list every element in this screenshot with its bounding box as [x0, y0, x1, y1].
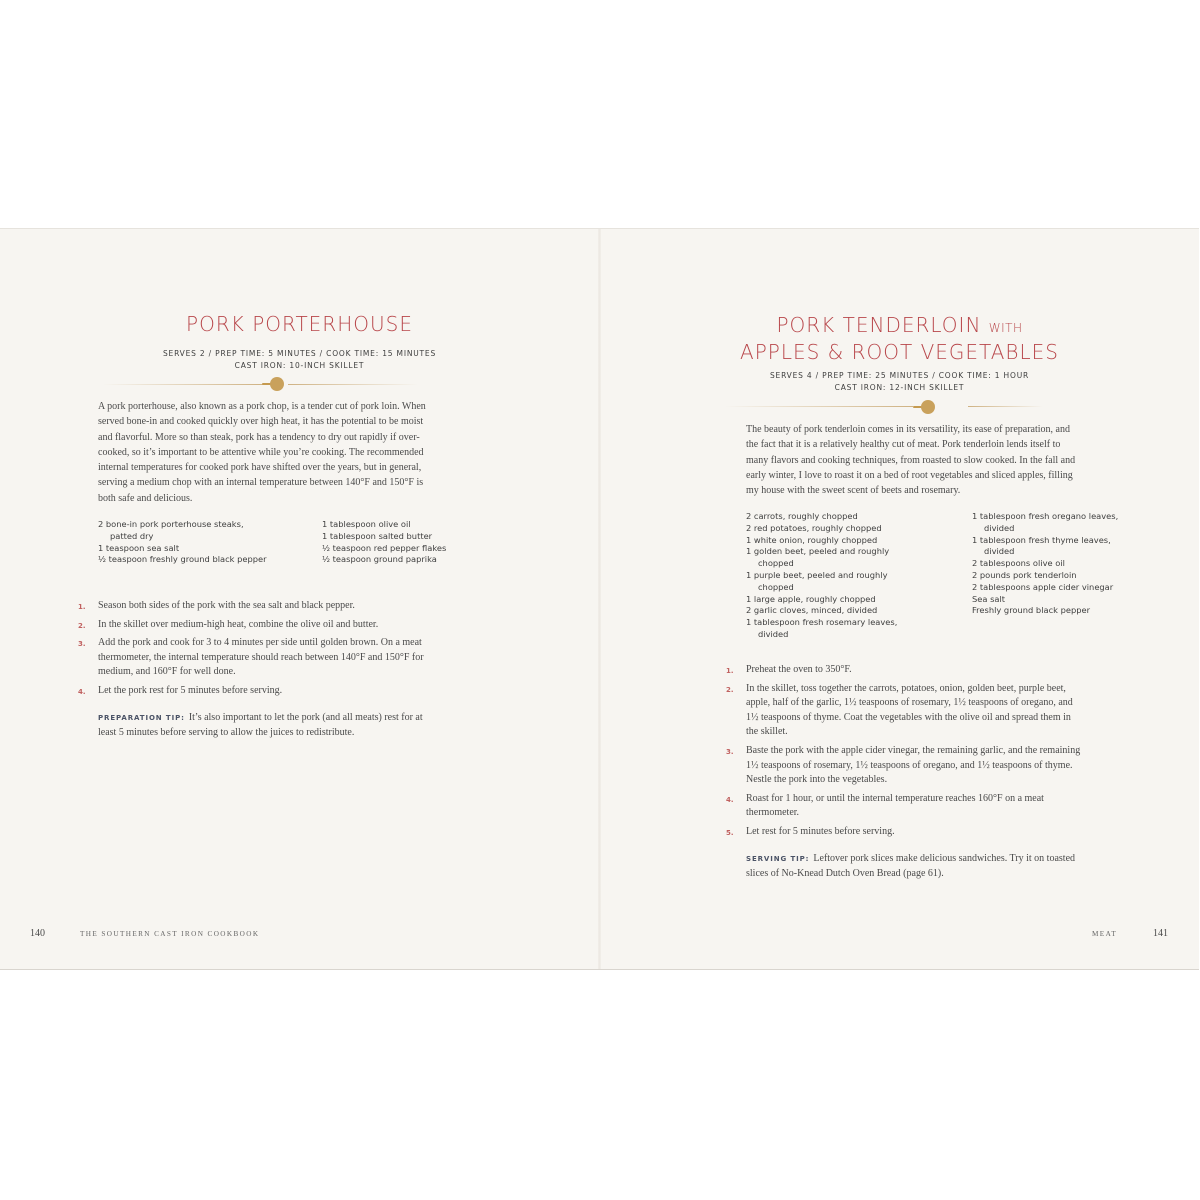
step-number: 2.: [726, 685, 734, 694]
intro-line: many flavors and cooking techniques, from roasted to slow cooked. In the fall and: [746, 454, 1076, 466]
step-text: 1½ teaspoons of rosemary, 1½ teaspoons of oregano, and 1½ teaspoons of thyme.: [746, 759, 1073, 771]
page-number: 141: [1153, 928, 1168, 939]
recipe-meta-line: CAST IRON: 12-INCH SKILLET: [834, 383, 965, 392]
step-text: thermometer.: [746, 807, 800, 819]
recipe-meta-line: SERVES 4 / PREP TIME: 25 MINUTES / COOK TIME: 1 HOUR: [769, 371, 1030, 380]
ingredient-item: 1 tablespoon salted butter: [322, 530, 433, 541]
ingredient-item: 2 garlic cloves, minced, divided: [746, 605, 878, 616]
ingredient-item: 1 large apple, roughly chopped: [746, 593, 876, 604]
skillet-icon: [913, 400, 935, 414]
intro-line: A pork porterhouse, also known as a pork chop, is a tender cut of pork loin. When: [98, 401, 426, 412]
intro-line: and flavorful. More so than steak, pork has a tendency to dry out rapidly if over-: [98, 431, 420, 443]
ingredient-item: 2 pounds pork tenderloin: [972, 569, 1077, 580]
ingredient-item: 1 tablespoon fresh rosemary leaves, divided: [746, 617, 898, 639]
running-head: MEAT: [1092, 930, 1118, 938]
divider-rule: [968, 406, 1043, 407]
recipe-intro: [98, 399, 488, 506]
ingredient-item: ½ teaspoon freshly ground black pepper: [98, 554, 267, 565]
step-text: thermometer, the internal temperature should reach between 140°F and 150°F for: [98, 651, 424, 663]
step-text: Let rest for 5 minutes before serving.: [746, 825, 895, 837]
ingredient-item: 1 golden beet, peeled and roughly chopped: [746, 546, 890, 569]
step-text: Baste the pork with the apple cider vinegar, the remaining garlic, and the remaining: [746, 744, 1081, 756]
ingredient-item: ½ teaspoon red pepper flakes: [322, 542, 447, 553]
step-text: Add the pork and cook for 3 to 4 minutes per side until golden brown. On a meat: [98, 637, 422, 649]
recipe-intro: [746, 422, 1156, 498]
ingredient-item: 1 tablespoon fresh thyme leaves, divided: [972, 534, 1111, 557]
tip-text: It’s also important to let the pork (and all meats) rest for at: [188, 712, 423, 723]
intro-line: serving a medium chop with an internal temperature between 140°F and 150°F is: [98, 477, 424, 489]
step-number: 2.: [78, 621, 86, 630]
step-item: [726, 792, 1146, 821]
intro-line: both safe and delicious.: [98, 492, 193, 504]
ingredient-item: ½ teaspoon ground paprika: [322, 554, 437, 565]
step-item: [78, 636, 478, 680]
step-text: the skillet.: [746, 726, 788, 738]
recipe-meta: [600, 370, 1199, 394]
recipe-title-with: WITH: [988, 321, 1023, 335]
ingredient-item: 2 red potatoes, roughly chopped: [746, 522, 882, 533]
recipe-steps: [726, 663, 1146, 844]
intro-line: internal temperatures for cooked pork have shifted over the years, but in general,: [98, 462, 422, 474]
ingredient-item: Freshly ground black pepper: [972, 605, 1091, 616]
book-spread: [0, 228, 1199, 970]
divider-rule: [725, 406, 913, 407]
recipe-steps: [78, 599, 478, 703]
running-head: THE SOUTHERN CAST IRON COOKBOOK: [80, 930, 260, 938]
page-number: 140: [30, 928, 45, 939]
step-text: In the skillet, toss together the carrots, potatoes, onion, golden beet, purple beet,: [746, 682, 1066, 694]
step-number: 1.: [726, 667, 734, 675]
step-item: [78, 618, 478, 633]
ingredient-item: 1 tablespoon olive oil: [322, 519, 411, 529]
step-text: Roast for 1 hour, or until the internal temperature reaches 160°F on a meat: [746, 792, 1044, 804]
intro-line: cooked, so it’s important to be attentive while you’re cooking. The recommended: [98, 446, 424, 458]
tip-text: Leftover pork slices make delicious sandwiches. Try it on toasted: [813, 853, 1076, 864]
step-item: [726, 682, 1146, 740]
step-number: 4.: [726, 795, 734, 804]
preparation-tip: [98, 711, 478, 740]
step-text: Let the pork rest for 5 minutes before serving.: [98, 684, 283, 696]
ingredient-item: 1 tablespoon fresh oregano leaves, divided: [972, 511, 1119, 533]
intro-line: the fact that it is a relatively healthy cut of meat. Pork tenderloin lends itself to: [746, 439, 1061, 451]
ingredients-column-1: [746, 511, 906, 641]
divider-rule: [288, 384, 418, 385]
ingredients-column-1: [98, 519, 268, 566]
step-number: 3.: [78, 640, 86, 649]
left-page: [0, 229, 599, 969]
ingredient-item: 2 tablespoons apple cider vinegar: [972, 581, 1114, 592]
ingredients-column-2: [972, 511, 1122, 617]
step-item: [78, 684, 478, 699]
step-text: medium, and 160°F for well done.: [98, 666, 236, 678]
step-number: 1.: [78, 603, 86, 611]
ingredient-item: 1 purple beet, peeled and roughly chopped: [746, 569, 888, 592]
ingredient-item: 1 white onion, roughly chopped: [746, 534, 878, 545]
recipe-title-text: PORK TENDERLOIN: [776, 313, 982, 337]
tip-text: least 5 minutes before serving to allow the juices to redistribute.: [98, 726, 355, 738]
skillet-icon: [262, 377, 284, 391]
right-page: [600, 229, 1199, 969]
tip-label: PREPARATION TIP:: [98, 714, 185, 722]
tip-label: SERVING TIP:: [746, 855, 810, 863]
ingredients-column-2: [322, 519, 492, 566]
ingredient-item: 2 bone-in pork porterhouse steaks, patted dry: [98, 519, 244, 541]
ingredient-item: Sea salt: [972, 593, 1006, 604]
recipe-meta-line: SERVES 2 / PREP TIME: 5 MINUTES / COOK TIME: 15 MINUTES: [162, 349, 437, 358]
ingredient-item: 2 tablespoons olive oil: [972, 558, 1065, 569]
step-text: Preheat the oven to 350°F.: [746, 664, 852, 675]
step-number: 5.: [726, 828, 734, 837]
step-number: 4.: [78, 687, 86, 696]
step-text: 1½ teaspoons of thyme. Coat the vegetables with the olive oil and spread them in: [746, 711, 1071, 723]
recipe-title: [600, 313, 1199, 364]
divider-rule: [103, 384, 263, 385]
recipe-title-text: APPLES & ROOT VEGETABLES: [740, 340, 1059, 364]
intro-line: The beauty of pork tenderloin comes in its versatility, its ease of preparation, and: [746, 424, 1070, 435]
recipe-title: [0, 312, 599, 336]
step-item: [78, 599, 478, 614]
serving-tip: [746, 852, 1146, 881]
step-item: [726, 825, 1146, 840]
step-text: In the skillet over medium-high heat, combine the olive oil and butter.: [98, 618, 379, 630]
tip-text: slices of No-Knead Dutch Oven Bread (page 61).: [746, 867, 944, 879]
step-item: [726, 663, 1146, 678]
recipe-meta: [0, 348, 599, 372]
ingredient-item: 2 carrots, roughly chopped: [746, 511, 858, 521]
recipe-meta-line: CAST IRON: 10-INCH SKILLET: [234, 361, 365, 370]
intro-line: early winter, I love to roast it on a bed of root vegetables and sliced apples, filling: [746, 469, 1073, 481]
step-text: Nestle the pork into the vegetables.: [746, 774, 888, 786]
intro-line: my house with the sweet scent of beets and rosemary.: [746, 485, 961, 497]
step-text: Season both sides of the pork with the sea salt and black pepper.: [98, 600, 355, 611]
recipe-title-text: PORK PORTERHOUSE: [186, 312, 413, 336]
intro-line: served bone-in and cooked quickly over high heat, it has the potential to be moist: [98, 416, 424, 428]
step-text: apple, half of the garlic, 1½ teaspoons of rosemary, 1½ teaspoons of oregano, and: [746, 697, 1073, 709]
ingredient-item: 1 teaspoon sea salt: [98, 542, 180, 553]
step-number: 3.: [726, 747, 734, 756]
step-item: [726, 744, 1146, 788]
